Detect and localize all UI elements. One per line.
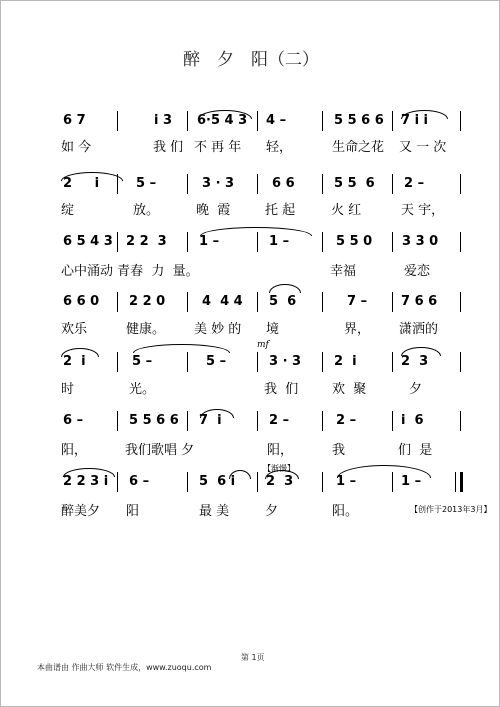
slur [133,344,230,353]
note-group: 2 3 [266,474,294,489]
slur [61,348,99,357]
bar-line [187,411,188,431]
note-group: 3 3 0 [402,234,439,249]
note-group: 7 i i [401,113,429,128]
note-group: 7 – [347,294,368,309]
bar-line [117,111,118,131]
bar-line [257,472,258,492]
lyric-text: 我 [332,443,346,458]
note-group: 7 i [199,413,222,428]
lyric-text: 阳 [126,504,140,519]
bar-line [455,472,456,492]
final-bar-line [460,472,463,492]
slur [198,110,252,119]
lyric-text: 我 们 [264,382,299,397]
note-group: i 6 [401,413,424,428]
note-group: 6 – [63,413,84,428]
bar-line [460,292,461,312]
bar-line [257,292,258,312]
slur [401,110,448,119]
bar-line [257,174,258,194]
composition-date: 【创作于2013年3月】 [410,505,492,514]
note-group: 5 5 0 [336,234,373,249]
note-group: 5 5 6 6 [129,413,179,428]
note-group: 6 6 [272,176,295,191]
note-group: 2 i [334,354,357,369]
slur [63,468,115,477]
bar-line [392,411,393,431]
lyric-text: 心中涌动 青春 力 量。 [61,264,199,279]
song-title: 醉 夕 阳（二） [183,50,319,70]
lyric-text: 美 妙 的 [194,322,242,337]
note-group: 4 4 4 [202,294,243,309]
note-group: 6 7 [63,113,86,128]
lyric-text: 时 [61,382,75,397]
note-group: 2 i [63,176,100,191]
bar-line [117,292,118,312]
lyric-text: 放。 [133,203,160,218]
note-group: 2 2 3 [126,234,167,249]
lyric-text: 爱恋 [404,264,431,279]
lyric-text: 醉美夕 [61,504,101,519]
bar-line [322,111,323,131]
bar-line [392,292,393,312]
note-group: 2 3 [401,354,429,369]
lyric-text: 潇洒的 [399,322,439,337]
note-group: 2 i [63,354,86,369]
note-group: 1 – [269,234,290,249]
bar-line [322,352,323,372]
page-number: 第 1页 [241,653,265,662]
bar-line [392,174,393,194]
lyric-text: 光。 [129,382,156,397]
bar-line [187,292,188,312]
lyric-text: 界， [344,322,371,337]
note-group: 5 – [132,354,153,369]
bar-line [257,411,258,431]
note-group: i 3 [154,113,173,128]
slur [200,227,312,236]
bar-line [322,292,323,312]
bar-line [257,111,258,131]
lyric-text: 境 [266,322,280,337]
bar-line [322,411,323,431]
lyric-text: 天 宇， [401,203,445,218]
lyric-text: 不 再 年 [194,140,242,155]
bar-line [322,232,323,252]
bar-line [257,352,258,372]
note-group: 5 5 6 [334,176,375,191]
note-group: 5 5 6 6 [334,113,384,128]
lyric-text: 我 们 [153,140,184,155]
bar-line [322,472,323,492]
lyric-text: 阳， [267,443,294,458]
note-group: 1 – [401,474,422,489]
note-group: 2 2 3 i [63,474,109,489]
slur [229,470,251,479]
bar-line [187,111,188,131]
lyric-text: 夕 [409,382,423,397]
bar-line [322,174,323,194]
note-group: 2 – [269,413,290,428]
bar-line [460,411,461,431]
note-group: 3 · 3 [269,354,302,369]
lyric-text: 阳。 [332,504,359,519]
lyric-text: 幸福 [330,264,357,279]
bar-line [187,472,188,492]
note-group: 5 6 i [199,474,236,489]
bar-line [187,232,188,252]
lyric-text: 绽 [61,203,75,218]
bar-line [187,352,188,372]
slur [200,409,234,418]
note-group: 7 6 6 [401,294,438,309]
tempo-mark: 【渐慢】 [263,464,295,473]
note-group: 6 6 0 [63,294,100,309]
dynamic-mark: mf [257,340,269,350]
bar-line [117,352,118,372]
lyric-text: 托 起 [265,203,296,218]
slur [269,284,301,293]
note-group: 2 – [336,413,357,428]
bar-line [117,472,118,492]
note-group: 2 – [404,176,425,191]
lyric-text: 火 红 [331,203,362,218]
bar-line [392,232,393,252]
lyric-text: 欢乐 [61,322,88,337]
slur [61,172,123,181]
note-group: 5 – [136,176,157,191]
lyric-text: 生命之花 [332,140,385,155]
lyric-text: 阳， [61,443,88,458]
lyric-text: 夕 [265,504,279,519]
bar-line [460,174,461,194]
note-group: 6 5 4 3 [63,234,113,249]
note-group: 4 – [266,113,287,128]
lyric-text: 又 一 次 [399,140,447,155]
lyric-text: 欢 聚 [332,382,367,397]
bar-line [117,232,118,252]
note-group: 1 – [199,234,220,249]
bar-line [460,111,461,131]
bar-line [460,352,461,372]
lyric-text: 我们歌唱 夕 [125,443,195,458]
note-group: 6·5 4 3 [197,113,248,128]
lyric-text: 晚 霞 [196,203,231,218]
lyric-text: 们 是 [398,443,433,458]
bar-line [117,411,118,431]
note-group: 2 2 0 [129,294,166,309]
lyric-text: 最 美 [199,504,230,519]
slur [337,465,431,478]
lyric-text: 轻， [266,140,293,155]
note-group: 5 6 [269,294,297,309]
slur [401,347,441,356]
note-group: 6 – [129,474,150,489]
bar-line [460,232,461,252]
note-group: 3 · 3 [202,176,235,191]
lyric-text: 如 今 [61,140,92,155]
footer-credit: 本曲谱由 作曲大师 软件生成，www.zuoqu.com [37,663,212,672]
bar-line [392,111,393,131]
note-group: 5 – [206,354,227,369]
bar-line [187,174,188,194]
bar-line [392,352,393,372]
note-group: 1 – [336,474,357,489]
lyric-text: 健康。 [126,322,166,337]
